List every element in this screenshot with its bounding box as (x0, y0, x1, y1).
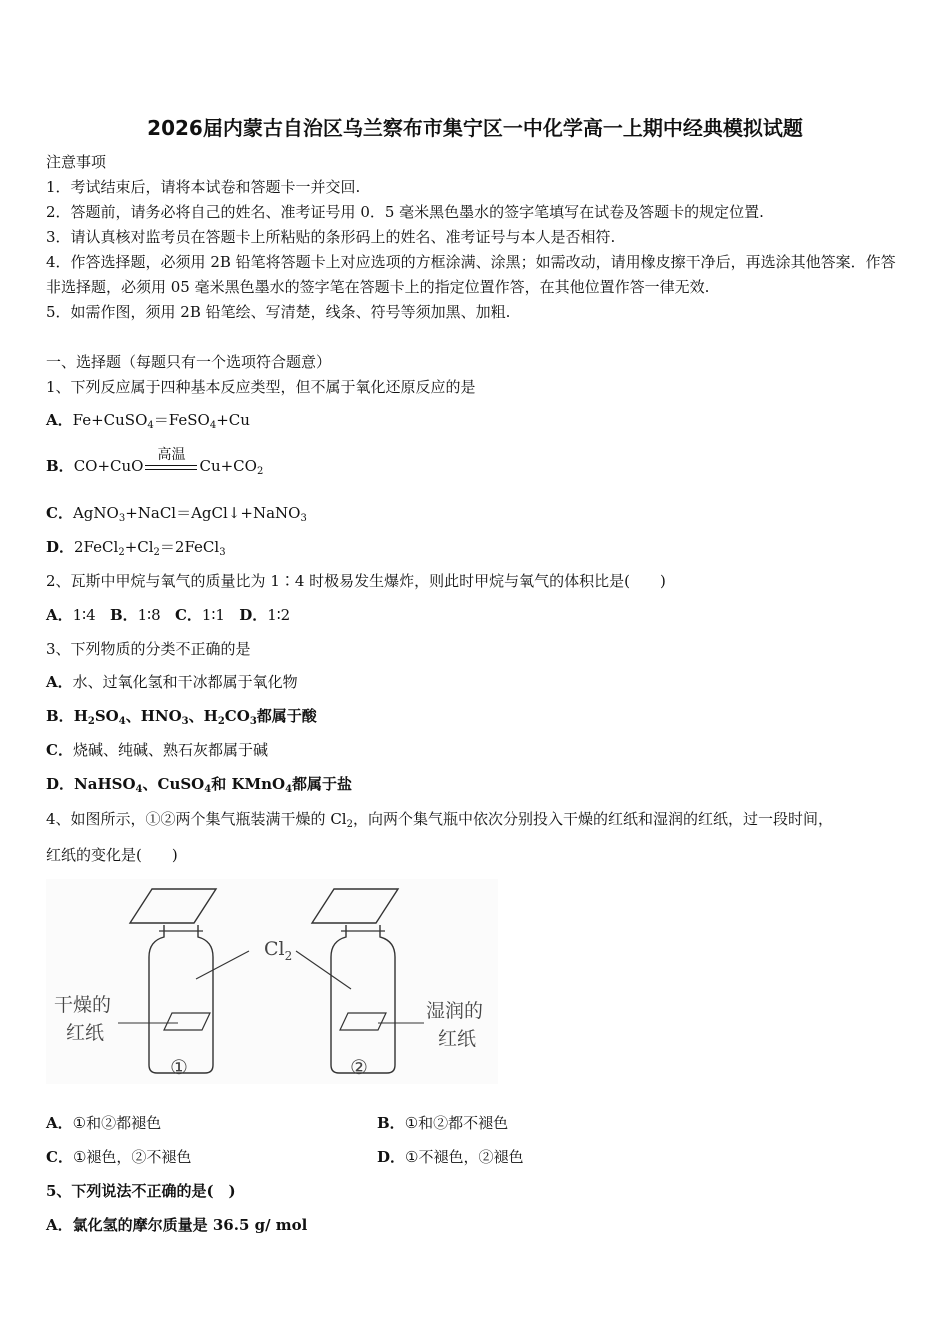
formula-part: ＝FeSO (153, 411, 210, 429)
formula-part: +Cl (124, 538, 154, 556)
q1-option-c (46, 503, 307, 523)
formula-part: +NaCl＝AgCl↓+NaNO (125, 504, 301, 522)
formula-part: CO+CuO (73, 457, 144, 475)
option-label: B． (377, 1114, 405, 1132)
subscript: 4 (135, 784, 143, 795)
subscript: 2 (118, 547, 125, 558)
q1-stem: 1、下列反应属于四种基本反应类型，但不属于氧化还原反应的是 (46, 378, 476, 396)
q4-option-b (377, 1113, 508, 1133)
formula-part: 和 KMnO (211, 775, 286, 793)
q2-option-c: 1∶1 (201, 606, 225, 624)
q2-option-b: 1∶8 (137, 606, 161, 624)
formula-part: 、HNO (125, 707, 182, 725)
formula-part: 都属于酸 (256, 707, 317, 725)
stem-part: 4、如图所示，①②两个集气瓶装满干燥的 Cl (46, 810, 347, 828)
option-text: ①和②都不褪色 (404, 1114, 509, 1132)
dry-paper-label-1: 干燥的 (54, 994, 112, 1016)
q3-option-d (46, 774, 352, 794)
q3-option-a (46, 672, 298, 692)
notice-item-4: 4．作答选择题，必须用 2B 铅笔将答题卡上对应选项的方框涂满、涂黑；如需改动，请用橡皮擦干净后，再选涂其他答案．作答非选择题，必须用 05 毫米黑色墨水的签字笔在答题卡上的指定位置作答，在其他位置作答一律无效. (46, 253, 896, 296)
stem-part: ，向两个集气瓶中依次分别投入干燥的红纸和湿润的红纸，过一段时间， (352, 810, 833, 828)
notice-item-1: 1．考试结束后，请将本试卷和答题卡一并交回. (46, 178, 361, 196)
option-label: D． (46, 775, 75, 793)
subscript: 2 (346, 819, 353, 830)
subscript: 3 (249, 716, 257, 727)
dry-paper-label-2: 红纸 (66, 1022, 105, 1044)
equals-bar (145, 465, 197, 470)
option-label: A． (46, 1216, 73, 1234)
notice-item-2: 2．答题前，请务必将自己的姓名、准考证号用 0．5 毫米黑色墨水的签字笔填写在试卷及答题卡的规定位置. (46, 203, 764, 221)
gas-name: Cl (264, 938, 285, 960)
option-label: B． (46, 457, 74, 475)
q1-option-b (46, 446, 264, 477)
subscript: 3 (181, 716, 189, 727)
wet-paper-label-2: 红纸 (438, 1028, 477, 1050)
formula-part: AgNO (72, 504, 119, 522)
subscript: 4 (285, 784, 293, 795)
gas-bottle-figure (46, 879, 498, 1084)
formula-part: H (73, 707, 88, 725)
option-label: A． (46, 1114, 73, 1132)
option-label: B． (109, 606, 138, 624)
subscript: 3 (118, 513, 126, 524)
q4-option-d (377, 1147, 523, 1167)
subscript: 2 (256, 466, 264, 477)
q1-option-a (46, 410, 250, 430)
subscript: 2 (217, 716, 225, 727)
formula-part: 2FeCl (74, 538, 119, 556)
q1-option-d (46, 537, 226, 557)
q2-stem: 2、瓦斯中甲烷与氧气的质量比为 1∶4 时极易发生爆炸，则此时甲烷与氧气的体积比是( ) (46, 572, 666, 590)
option-text: 水、过氧化氢和干冰都属于氧化物 (72, 673, 298, 691)
option-label: A． (46, 673, 73, 691)
q4-stem (46, 809, 833, 829)
notice-item-5: 5．如需作图，须用 2B 铅笔绘、写清楚，线条、符号等须加黑、加粗. (46, 303, 511, 321)
option-text: ①褪色，②不褪色 (72, 1148, 192, 1166)
subscript: 4 (118, 716, 126, 727)
bottle-1-number: ① (170, 1055, 188, 1079)
formula-part: Fe+CuSO (72, 411, 148, 429)
q4-option-c (46, 1147, 191, 1167)
option-label: C． (174, 606, 202, 624)
option-label: A． (46, 606, 73, 624)
q3-stem: 3、下列物质的分类不正确的是 (46, 640, 251, 658)
reaction-arrow (143, 446, 199, 470)
option-text: ①不褪色，②褪色 (405, 1148, 524, 1166)
notice-item-3: 3．请认真核对监考员在答题卡上所粘贴的条形码上的姓名、准考证号与本人是否相符. (46, 228, 616, 246)
option-label: D． (46, 538, 75, 556)
formula-part: 、H (188, 707, 218, 725)
formula-part: +Cu (216, 411, 250, 429)
q2-option-a: 1∶4 (72, 606, 96, 624)
subscript: 3 (300, 513, 307, 524)
figure-background (46, 879, 498, 1084)
gas-subscript: 2 (284, 949, 293, 963)
q5-option-a (46, 1215, 307, 1235)
option-label: D． (239, 606, 268, 624)
subscript: 4 (204, 784, 212, 795)
option-text: 氯化氢的摩尔质量是 36.5 g/ mol (72, 1216, 308, 1234)
notice-heading: 注意事项 (46, 153, 107, 171)
option-label: C． (46, 1148, 73, 1166)
reaction-condition: 高温 (157, 446, 186, 463)
subscript: 4 (209, 420, 217, 431)
formula-part: SO (94, 707, 119, 725)
q3-option-b (46, 706, 317, 726)
q4-stem-line2: 红纸的变化是( ) (46, 846, 178, 864)
section-heading: 一、选择题（每题只有一个选项符合题意） (46, 353, 332, 371)
option-label: D． (377, 1148, 406, 1166)
option-label: B． (46, 707, 74, 725)
subscript: 4 (147, 420, 154, 431)
option-text: 烧碱、纯碱、熟石灰都属于碱 (72, 741, 268, 759)
wet-paper-label-1: 湿润的 (426, 1000, 484, 1022)
q3-option-c (46, 740, 268, 760)
subscript: 2 (87, 716, 95, 727)
formula-part: Cu+CO (199, 457, 257, 475)
bottle-2-number: ② (350, 1055, 368, 1079)
formula-part: CO (224, 707, 250, 725)
q2-options (46, 605, 290, 625)
formula-part: NaHSO (74, 775, 136, 793)
subscript: 3 (219, 547, 226, 558)
page-title: 2026届内蒙古自治区乌兰察布市集宁区一中化学高一上期中经典模拟试题 (147, 116, 803, 140)
q2-option-d: 1∶2 (267, 606, 291, 624)
formula-part: 都属于盐 (292, 775, 353, 793)
formula-part: ＝2FeCl (159, 538, 220, 556)
formula-part: 、CuSO (142, 775, 205, 793)
subscript: 2 (153, 547, 160, 558)
q5-stem: 5、下列说法不正确的是( ) (46, 1182, 236, 1200)
q4-option-a (46, 1113, 161, 1133)
option-label: C． (46, 504, 73, 522)
option-text: ①和②都褪色 (72, 1114, 162, 1132)
option-label: A． (46, 411, 73, 429)
option-label: C． (46, 741, 73, 759)
